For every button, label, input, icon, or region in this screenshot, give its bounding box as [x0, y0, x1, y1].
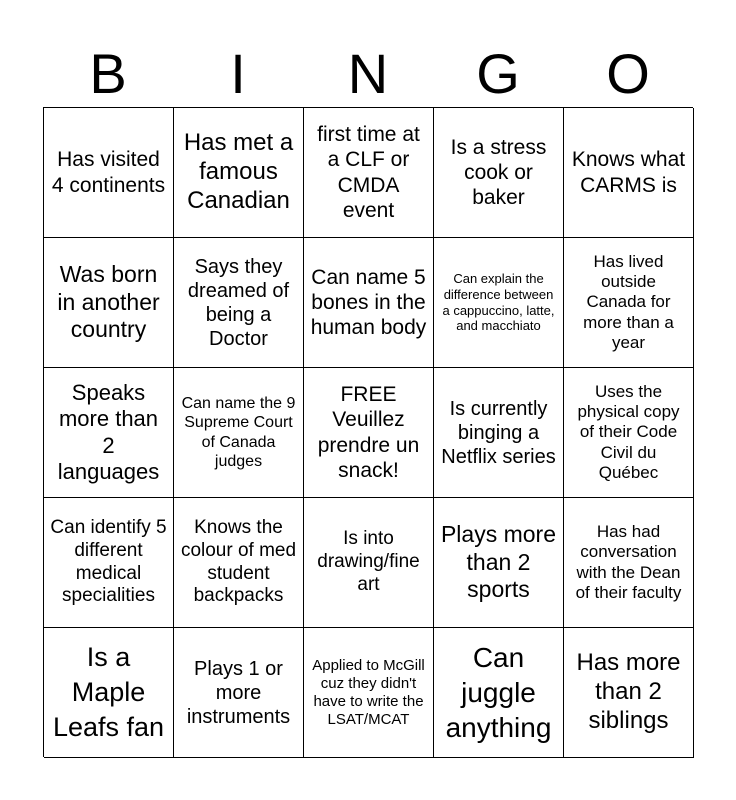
cell-text: Has lived outside Canada for more than a year: [583, 251, 674, 353]
cell-text: Has more than 2 siblings: [576, 649, 681, 734]
cell-text: Plays more than 2 sports: [440, 521, 557, 603]
bingo-cell-r4-c1[interactable]: [174, 628, 304, 758]
cell-text: Knows the colour of med student backpacks: [180, 516, 297, 607]
cell-text: Is a Maple Leafs fan: [52, 641, 165, 743]
bingo-cell-r2-c3[interactable]: [434, 368, 564, 498]
bingo-cell-r0-c0[interactable]: [44, 108, 174, 238]
cell-text: Applied to McGill cuz they didn't have to write the LSAT/MCAT: [312, 656, 425, 728]
cell-text: Is a stress cook or baker: [450, 135, 547, 210]
bingo-cell-r1-c2[interactable]: [304, 238, 434, 368]
bingo-cell-r3-c1[interactable]: [174, 498, 304, 628]
cell-text: Speaks more than 2 languages: [57, 379, 160, 484]
cell-text: Has met a famous Canadian: [183, 129, 294, 214]
bingo-cell-r2-c4[interactable]: [564, 368, 694, 498]
bingo-cell-r4-c4[interactable]: [564, 628, 694, 758]
bingo-cell-r3-c2[interactable]: [304, 498, 434, 628]
cell-text: Has visited 4 continents: [51, 148, 166, 197]
cell-text: first time at a CLF or CMDA event: [317, 123, 420, 222]
bingo-header: [43, 40, 693, 108]
bingo-cell-r1-c3[interactable]: [434, 238, 564, 368]
bingo-cell-r2-c2[interactable]: [304, 368, 434, 498]
cell-text: Can juggle anything: [445, 642, 552, 743]
cell-text: Can name 5 bones in the human body: [310, 265, 427, 340]
cell-text: Can identify 5 different medical specialities: [50, 516, 167, 607]
bingo-cell-r0-c3[interactable]: [434, 108, 564, 238]
cell-text: Can name the 9 Supreme Court of Canada judges: [181, 395, 296, 470]
cell-text: Can explain the difference between a cappuccino, latte, and macchiato: [442, 271, 555, 334]
cell-text: Uses the physical copy of their Code Civil du Québec: [577, 381, 680, 483]
cell-text: Is currently binging a Netflix series: [441, 397, 556, 468]
bingo-cell-r3-c4[interactable]: [564, 498, 694, 628]
bingo-cell-r4-c3[interactable]: [434, 628, 564, 758]
bingo-cell-r4-c2[interactable]: [304, 628, 434, 758]
bingo-cell-r1-c1[interactable]: [174, 238, 304, 368]
header-letter-g: G: [476, 42, 520, 105]
cell-text: Says they dreamed of being a Doctor: [187, 255, 290, 350]
cell-text: Is into drawing/fine art: [317, 528, 420, 595]
bingo-cell-r4-c0[interactable]: [44, 628, 174, 758]
cell-text: Plays 1 or more instruments: [186, 657, 291, 728]
bingo-cell-r1-c0[interactable]: [44, 238, 174, 368]
bingo-cell-r1-c4[interactable]: [564, 238, 694, 368]
bingo-board: [43, 107, 693, 757]
bingo-cell-r3-c0[interactable]: [44, 498, 174, 628]
header-letter-b: B: [89, 42, 127, 105]
bingo-cell-r0-c1[interactable]: [174, 108, 304, 238]
bingo-cell-r0-c2[interactable]: [304, 108, 434, 238]
bingo-cell-r0-c4[interactable]: [564, 108, 694, 238]
cell-text: FREE Veuillez prendre un snack!: [317, 383, 420, 482]
cell-text: Was born in another country: [57, 261, 160, 343]
header-letter-i: I: [230, 42, 246, 105]
header-letter-o: O: [606, 42, 650, 105]
bingo-cell-r2-c0[interactable]: [44, 368, 174, 498]
cell-text: Knows what CARMS is: [571, 148, 686, 197]
bingo-cell-r2-c1[interactable]: [174, 368, 304, 498]
bingo-cell-r3-c3[interactable]: [434, 498, 564, 628]
cell-text: Has had conversation with the Dean of their faculty: [575, 521, 682, 602]
header-letter-n: N: [347, 42, 389, 105]
